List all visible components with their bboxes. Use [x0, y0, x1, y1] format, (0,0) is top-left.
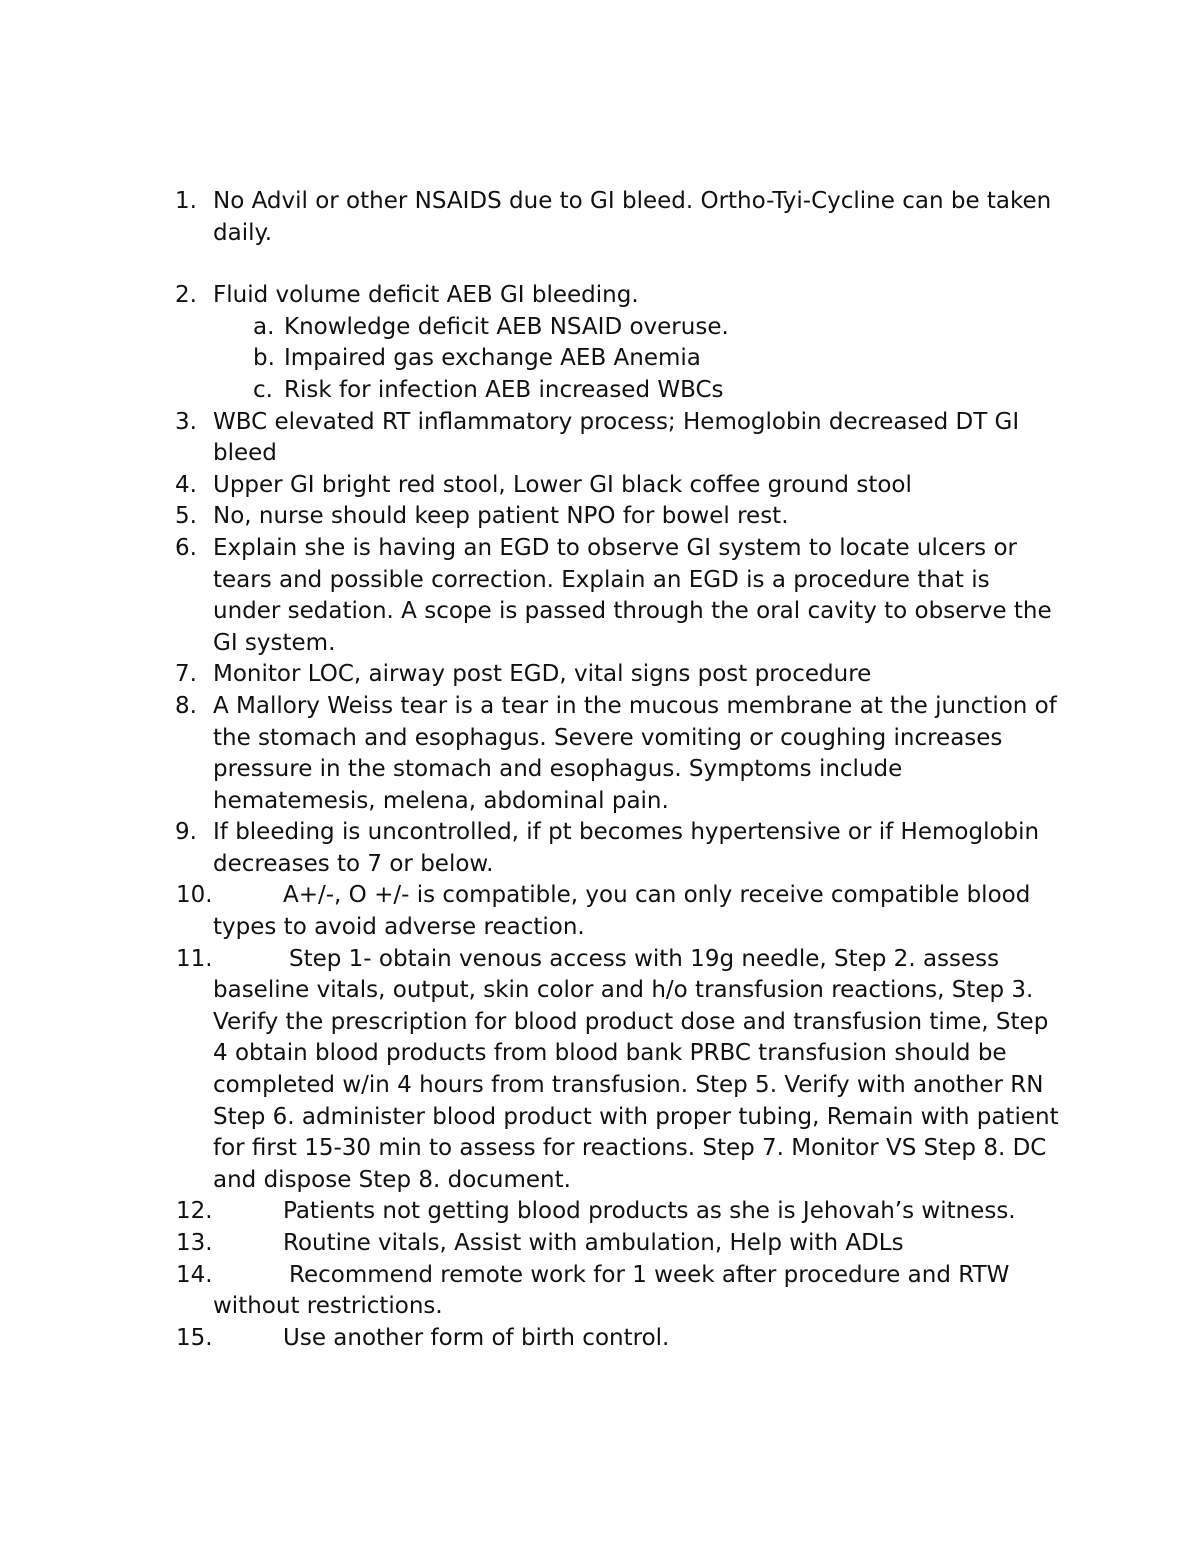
list-item: [176, 1260, 1063, 1323]
item-text: Risk for infection AEB increased WBCs: [284, 376, 724, 403]
item-number: 6.: [175, 534, 197, 561]
item-number: 14.: [176, 1261, 213, 1288]
item-text: A+/-, O +/- is compatible, you can only receive compatible blood types to avoid adverse reaction.: [213, 882, 1031, 941]
list-item: [175, 186, 1063, 249]
item-number: 2.: [175, 282, 197, 309]
list-item: [175, 407, 1063, 470]
list-item: [175, 470, 1063, 502]
sub-list-item: [253, 312, 1064, 344]
item-text: No, nurse should keep patient NPO for bowel rest.: [213, 503, 789, 530]
item-number: 7.: [175, 661, 197, 688]
list-item: [176, 1323, 1063, 1355]
item-text: Step 1- obtain venous access with 19g needle, Step 2. assess baseline vitals, output, skin color and h/o transfusion reactions, Step 3. Verify the prescription for blood product dose and transfusion time, Step 4 obtain blood products from blood bank PRBC transfusion should be completed w/in 4 hours from transfusion. Step 5. Verify with another RN Step 6. administer blood product with proper tubing, Remain with patient for first 15-30 min to assess for reactions. Step 7. Monitor VS Step 8. DC and dispose Step 8. document.: [213, 945, 1059, 1193]
item-letter: c.: [253, 376, 273, 403]
item-number: 3.: [175, 408, 197, 435]
list-item: [176, 944, 1063, 1197]
item-text: Monitor LOC, airway post EGD, vital signs post procedure: [213, 661, 872, 688]
sub-list-item: [253, 343, 1064, 375]
list-item: [176, 880, 1063, 943]
item-letter: a.: [253, 313, 275, 340]
item-text: If bleeding is uncontrolled, if pt becomes hypertensive or if Hemoglobin decreases to 7 or below.: [213, 819, 1040, 877]
item-number: 8.: [175, 692, 197, 719]
list-item: [175, 501, 1063, 533]
item-text: Recommend remote work for 1 week after procedure and RTW without restrictions.: [213, 1261, 1010, 1320]
item-number: 1.: [175, 188, 197, 214]
item-text: WBC elevated RT inflammatory process; Hemoglobin decreased DT GI bleed: [213, 408, 1020, 467]
item-text: Knowledge deficit AEB NSAID overuse.: [284, 313, 729, 340]
item-text: A Mallory Weiss tear is a tear in the mucous membrane at the junction of the stomach and esophagus. Severe vomiting or coughing increases pressure in the stomach and esophagus. Symptoms include hematemesis, melena, abdominal pain.: [213, 692, 1057, 814]
item-number: 13.: [176, 1230, 213, 1256]
item-text: Impaired gas exchange AEB Anemia: [284, 345, 701, 372]
item-letter: b.: [253, 345, 275, 372]
item-number: 12.: [176, 1198, 213, 1225]
item-text: Use another form of birth control.: [283, 1324, 670, 1351]
list-item: [175, 817, 1063, 880]
item-text: Fluid volume deficit AEB GI bleeding.: [213, 282, 639, 309]
item-number: 4.: [175, 471, 197, 498]
list-item: [176, 1196, 1063, 1228]
item-number: 15.: [176, 1324, 213, 1351]
item-number: 9.: [175, 819, 197, 846]
sub-list-item: [253, 375, 1064, 407]
item-text: Explain she is having an EGD to observe GI system to locate ulcers or tears and possible correction. Explain an EGD is a procedure that is under sedation. A scope is passed through the oral cavity to observe the GI system.: [213, 534, 1052, 656]
list-item: [176, 1228, 1063, 1260]
item-text: Patients not getting blood products as she is Jehovah’s witness.: [283, 1198, 1016, 1225]
item-number: 10.: [176, 882, 213, 909]
item-text: Upper GI bright red stool, Lower GI black coffee ground stool: [213, 471, 912, 498]
item-number: 5.: [175, 503, 197, 530]
item-text: No Advil or other NSAIDS due to GI bleed. Ortho-Tyi-Cycline can be taken daily.: [213, 188, 1052, 246]
list-item: [175, 280, 1063, 312]
list-item: [175, 659, 1063, 691]
list-item: [175, 691, 1063, 817]
list-item: [175, 533, 1063, 659]
answer-list: [0, 186, 1200, 1354]
item-text: Routine vitals, Assist with ambulation, Help with ADLs: [283, 1230, 904, 1256]
item-number: 11.: [176, 945, 213, 972]
